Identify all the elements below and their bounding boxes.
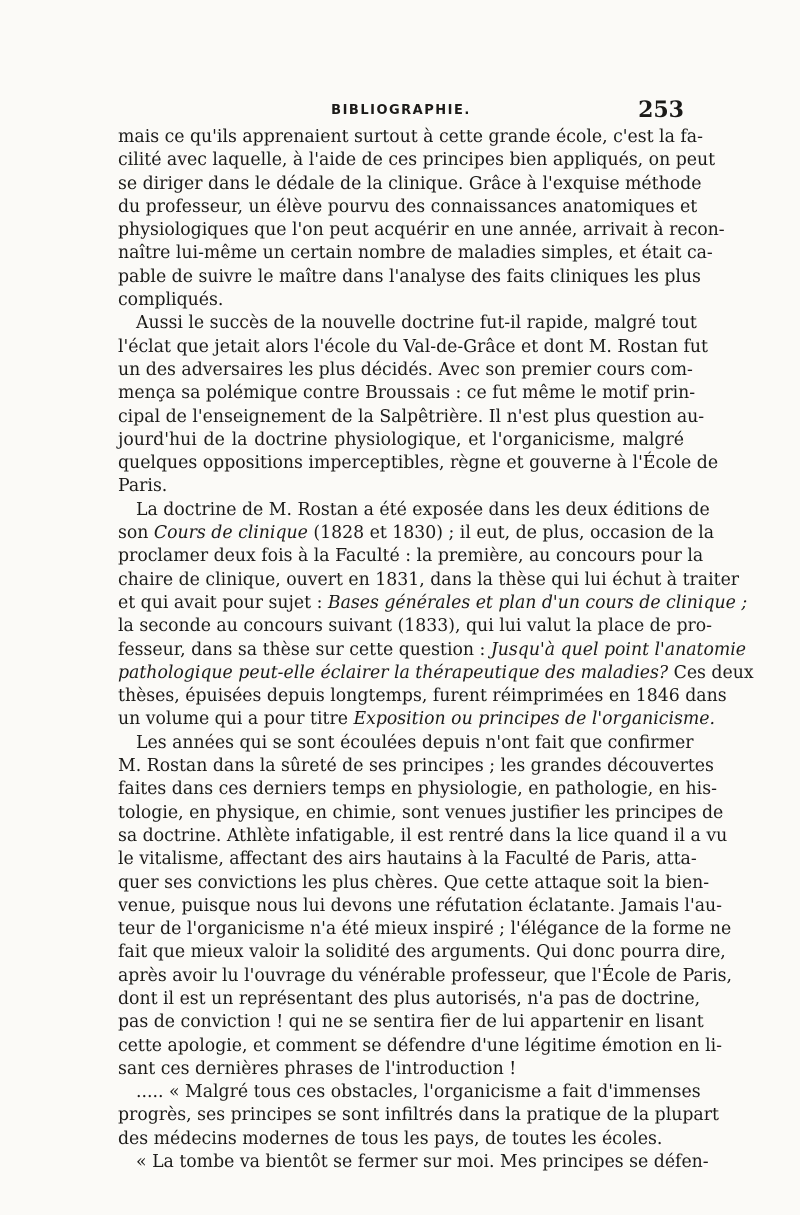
text-line: [118, 965, 732, 988]
running-title: BIBLIOGRAPHIE.: [331, 103, 471, 118]
text-line: [118, 429, 684, 452]
text-segment: quelques oppositions imperceptibles, règne et gouverne à l'École de: [118, 453, 719, 474]
text-line: [118, 1104, 719, 1127]
text-line: [118, 312, 697, 335]
text-line: [118, 639, 747, 662]
text-line: [118, 569, 740, 592]
text-line: [118, 149, 716, 172]
text-segment: se diriger dans le dédale de la clinique. Grâce à l'exquise méthode: [118, 173, 702, 194]
text-segment: jourd'hui de la doctrine physiologique, et l'organicisme, malgré: [118, 429, 684, 450]
text-segment: dont il est un représentant des plus autorisés, n'a pas de doctrine,: [118, 988, 701, 1009]
text-line: [118, 242, 713, 265]
text-segment: Aussi le succès de la nouvelle doctrine fut-il rapide, malgré tout: [136, 313, 697, 334]
text-line: [118, 545, 704, 568]
text-line: [118, 755, 714, 778]
text-segment: naître lui-même un certain nombre de maladies simples, et était ca-: [118, 243, 713, 264]
text-line: [118, 196, 698, 219]
text-segment: pas de conviction ! qui ne se sentira fier de lui appartenir en lisant: [118, 1012, 704, 1033]
italic-title: pathologique peut-elle éclairer la thérapeutique des maladies?: [118, 662, 669, 683]
text-segment: un volume qui a pour titre: [118, 709, 354, 730]
text-segment: cipal de l'enseignement de la Salpêtrière. Il n'est plus question au-: [118, 406, 705, 427]
text-line: [118, 941, 726, 964]
text-segment: « La tombe va bientôt se fermer sur moi. Mes principes se défen-: [136, 1152, 709, 1173]
text-segment: M. Rostan dans la sûreté de ses principes ; les grandes découvertes: [118, 756, 714, 777]
text-line: [118, 499, 710, 522]
text-segment: La doctrine de M. Rostan a été exposée dans les deux éditions de: [136, 499, 710, 520]
page-number: 253: [638, 97, 684, 123]
italic-title: Cours de clinique: [153, 523, 308, 544]
text-segment: cilité avec laquelle, à l'aide de ces principes bien appliqués, on peut: [118, 150, 716, 171]
text-segment: l'éclat que jetait alors l'école du Val-de-Grâce et dont M. Rostan fut: [118, 336, 709, 357]
text-segment: chaire de clinique, ouvert en 1831, dans la thèse qui lui échut à traiter: [118, 569, 740, 590]
text-segment: fait que mieux valoir la solidité des arguments. Qui donc pourra dire,: [118, 942, 726, 963]
text-segment: fesseur, dans sa thèse sur cette question :: [118, 639, 491, 660]
text-segment: sa doctrine. Athlète infatigable, il est rentré dans la lice quand il a vu: [118, 825, 728, 846]
text-segment: progrès, ses principes se sont infiltrés dans la pratique de la plupart: [118, 1105, 719, 1126]
text-line: [118, 615, 713, 638]
text-segment: des médecins modernes de tous les pays, de toutes les écoles.: [118, 1128, 663, 1149]
text-segment: cette apologie, et comment se défendre d'une légitime émotion en li-: [118, 1035, 722, 1056]
text-segment: ..... « Malgré tous ces obstacles, l'organicisme a fait d'immenses: [136, 1082, 701, 1103]
text-line: [118, 778, 717, 801]
text-line: [118, 1058, 684, 1081]
text-line: [118, 592, 748, 615]
text-line: [118, 266, 701, 289]
text-line: [118, 1081, 701, 1104]
text-line: [118, 1128, 684, 1151]
text-line: [118, 382, 696, 405]
text-line: [118, 802, 724, 825]
text-line: [118, 662, 754, 685]
text-line: [118, 522, 715, 545]
text-line: [118, 126, 703, 149]
text-line: [118, 406, 705, 429]
italic-title: Exposition ou principes de l'organicisme.: [353, 709, 715, 730]
text-line: [118, 848, 697, 871]
text-line: [118, 475, 684, 498]
body-text: [118, 126, 754, 1174]
italic-title: Jusqu'à quel point l'anatomie: [490, 639, 747, 660]
text-segment: mença sa polémique contre Broussais : ce fut même le motif prin-: [118, 383, 696, 404]
text-line: [118, 825, 728, 848]
text-line: [118, 219, 725, 242]
italic-title: Bases générales et plan d'un cours de clinique ;: [327, 592, 748, 613]
text-segment: thèses, épuisées depuis longtemps, furent réimprimées en 1846 dans: [118, 686, 727, 707]
text-segment: Paris.: [118, 476, 168, 497]
text-segment: physiologiques que l'on peut acquérir en une année, arrivait à recon-: [118, 220, 725, 241]
text-line: [118, 732, 694, 755]
text-segment: venue, puisque nous lui devons une réfutation éclatante. Jamais l'au-: [118, 895, 722, 916]
text-segment: proclamer deux fois à la Faculté : la première, au concours pour la: [118, 546, 704, 567]
text-segment: (1828 et 1830) ; il eut, de plus, occasion de la: [307, 523, 715, 544]
text-segment: mais ce qu'ils apprenaient surtout à cette grande école, c'est la fa-: [118, 127, 703, 147]
text-segment: compliqués.: [118, 290, 224, 311]
running-header: [118, 97, 684, 123]
text-line: [118, 1151, 709, 1174]
text-segment: pable de suivre le maître dans l'analyse des faits cliniques les plus: [118, 266, 701, 287]
text-segment: du professeur, un élève pourvu des connaissances anatomiques et: [118, 196, 698, 217]
text-line: [118, 1035, 722, 1058]
text-line: [118, 452, 719, 475]
text-line: [118, 173, 702, 196]
text-segment: Les années qui se sont écoulées depuis n'ont fait que confirmer: [136, 732, 694, 753]
text-segment: quer ses convictions les plus chères. Que cette attaque soit la bien-: [118, 872, 710, 893]
text-segment: après avoir lu l'ouvrage du vénérable professeur, que l'École de Paris,: [118, 965, 732, 986]
text-line: [118, 708, 715, 731]
text-line: [118, 895, 722, 918]
text-segment: sant ces dernières phrases de l'introduction !: [118, 1058, 517, 1079]
text-segment: un des adversaires les plus décidés. Avec son premier cours com-: [118, 359, 693, 380]
text-segment: le vitalisme, affectant des airs hautains à la Faculté de Paris, atta-: [118, 849, 697, 870]
text-segment: et qui avait pour sujet :: [118, 592, 328, 613]
text-line: [118, 918, 732, 941]
text-segment: tologie, en physique, en chimie, sont venues justifier les principes de: [118, 802, 724, 823]
text-line: [118, 988, 701, 1011]
text-line: [118, 289, 684, 312]
text-segment: teur de l'organicisme n'a été mieux inspiré ; l'élégance de la forme ne: [118, 919, 732, 940]
text-line: [118, 336, 709, 359]
text-line: [118, 685, 727, 708]
text-segment: Ces deux: [668, 662, 754, 683]
text-segment: faites dans ces derniers temps en physiologie, en pathologie, en his-: [118, 779, 717, 800]
text-line: [118, 359, 693, 382]
text-segment: la seconde au concours suivant (1833), qui lui valut la place de pro-: [118, 616, 713, 637]
text-segment: son: [118, 523, 154, 544]
text-line: [118, 1011, 704, 1034]
text-line: [118, 872, 710, 895]
